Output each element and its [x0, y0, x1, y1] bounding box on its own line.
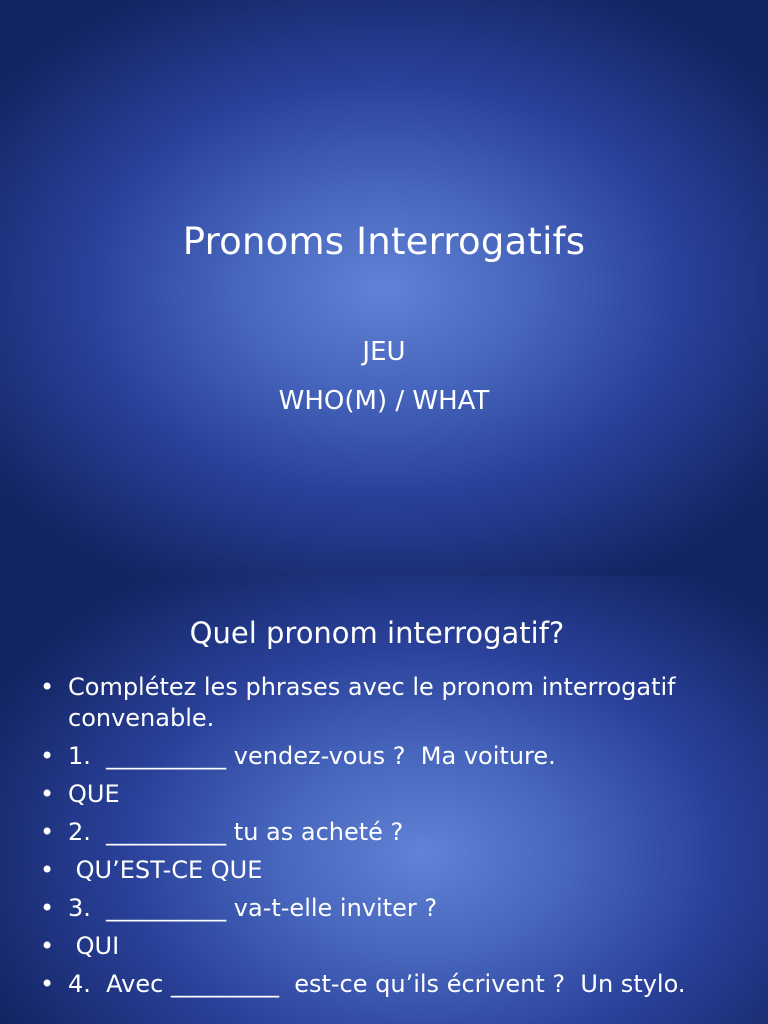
bullet-item — [0, 969, 768, 1000]
bullet-item — [0, 817, 768, 848]
bullet-dot: • — [40, 932, 55, 960]
bullet-dot: • — [40, 673, 55, 701]
bullet-text: 4. Avec _________ est-ce qu’ils écrivent ? Un stylo. — [68, 970, 686, 998]
slide-quiz-heading: Quel pronom interrogatif? — [189, 616, 565, 650]
bullet-text: 2. __________ tu as acheté ? — [68, 818, 404, 846]
bullet-text: Complétez les phrases avec le pronom interrogatif convenable. — [68, 673, 684, 732]
bullet-text: QUE — [68, 780, 120, 808]
bullet-item — [0, 779, 768, 810]
slide-subtitle-jeu: JEU — [362, 337, 406, 367]
bullet-dot: • — [40, 818, 55, 846]
bullet-dot: • — [40, 780, 55, 808]
bullet-text: QUI — [68, 932, 120, 960]
bullet-item — [0, 672, 768, 734]
bullet-item — [0, 855, 768, 886]
bullet-item — [0, 741, 768, 772]
bullet-text: 1. __________ vendez-vous ? Ma voiture. — [68, 742, 556, 770]
bullet-text: 3. __________ va-t-elle inviter ? — [68, 894, 438, 922]
slide-title-heading: Pronoms Interrogatifs — [182, 220, 586, 263]
bullet-dot: • — [40, 742, 55, 770]
bullet-list — [0, 672, 768, 1007]
bullet-item — [0, 931, 768, 962]
bullet-dot: • — [40, 894, 55, 922]
bullet-item — [0, 893, 768, 924]
bullet-dot: • — [40, 970, 55, 998]
slide-quiz — [0, 576, 768, 1024]
bullet-dot: • — [40, 856, 55, 884]
slide-subtitle-who-what: WHO(M) / WHAT — [278, 386, 490, 416]
bullet-text: QU’EST-CE QUE — [68, 856, 263, 884]
